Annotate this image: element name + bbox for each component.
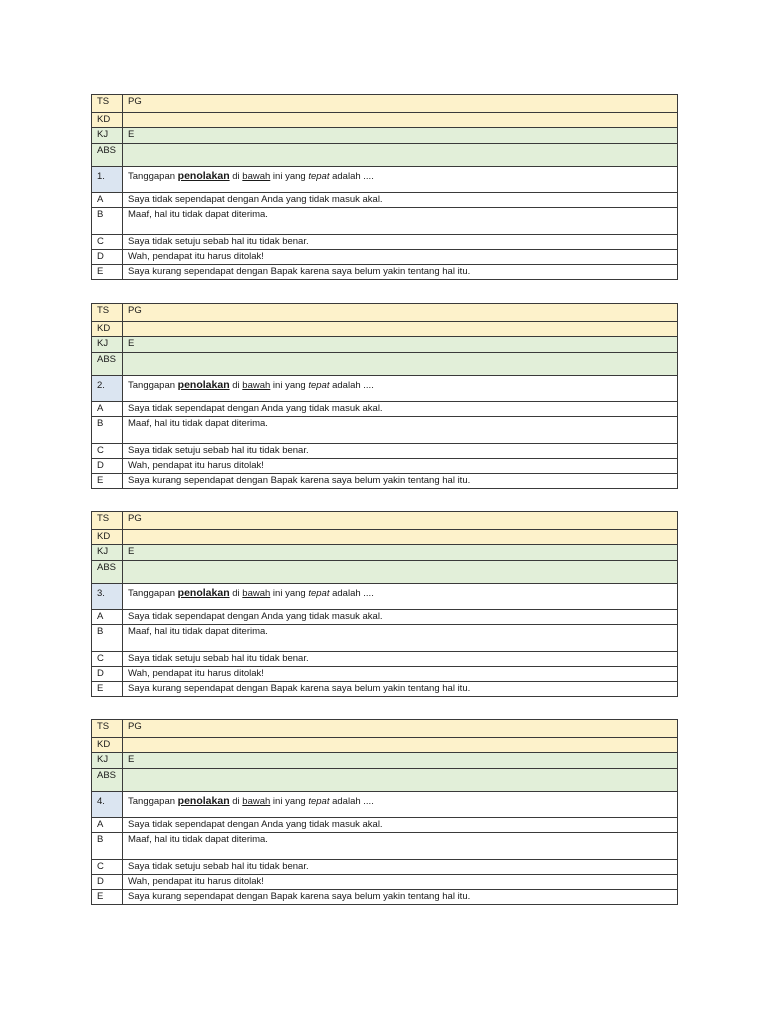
option-letter: B: [92, 833, 123, 860]
option-row-a: [92, 193, 678, 208]
stem-text: di: [229, 796, 243, 807]
kd-row: [92, 113, 678, 128]
option-letter: D: [92, 250, 123, 265]
abs-row: [92, 769, 678, 792]
option-row-a: [92, 610, 678, 625]
option-letter: C: [92, 235, 123, 250]
option-text: Wah, pendapat itu harus ditolak!: [123, 459, 678, 474]
stem-text: di: [229, 588, 243, 599]
option-row-d: [92, 875, 678, 890]
question-number: 1.: [92, 167, 123, 193]
abs-value: [123, 144, 678, 167]
option-letter: A: [92, 402, 123, 417]
kj-value: E: [123, 337, 678, 353]
option-letter: B: [92, 625, 123, 652]
option-row-c: [92, 444, 678, 459]
stem-keyword-bawah: bawah: [242, 171, 271, 182]
abs-value: [123, 561, 678, 584]
question-table-4: [91, 719, 678, 905]
stem-text: adalah ....: [329, 380, 374, 391]
option-text: Saya kurang sependapat dengan Bapak karena saya belum yakin tentang hal itu.: [123, 890, 678, 905]
option-text: Saya kurang sependapat dengan Bapak karena saya belum yakin tentang hal itu.: [123, 474, 678, 489]
stem-text: ini yang: [270, 588, 309, 599]
kj-value: E: [123, 753, 678, 769]
option-text: Wah, pendapat itu harus ditolak!: [123, 875, 678, 890]
option-letter: D: [92, 667, 123, 682]
option-text: Maaf, hal itu tidak dapat diterima.: [123, 833, 678, 860]
question-stem: [123, 376, 678, 402]
kd-label: KD: [92, 113, 123, 128]
abs-value: [123, 769, 678, 792]
option-row-d: [92, 459, 678, 474]
option-row-b: [92, 625, 678, 652]
question-number: 3.: [92, 584, 123, 610]
option-row-b: [92, 417, 678, 444]
abs-value: [123, 353, 678, 376]
option-text: Maaf, hal itu tidak dapat diterima.: [123, 417, 678, 444]
option-letter: C: [92, 860, 123, 875]
option-row-e: [92, 890, 678, 905]
ts-row: [92, 512, 678, 530]
option-row-d: [92, 250, 678, 265]
kd-value: [123, 322, 678, 337]
ts-value: PG: [123, 304, 678, 322]
option-row-a: [92, 818, 678, 833]
option-letter: C: [92, 652, 123, 667]
option-letter: A: [92, 193, 123, 208]
abs-row: [92, 561, 678, 584]
option-row-e: [92, 474, 678, 489]
kj-row: [92, 128, 678, 144]
option-text: Wah, pendapat itu harus ditolak!: [123, 667, 678, 682]
option-text: Saya tidak setuju sebab hal itu tidak benar.: [123, 235, 678, 250]
kd-row: [92, 738, 678, 753]
kd-label: KD: [92, 322, 123, 337]
option-row-a: [92, 402, 678, 417]
option-row-b: [92, 208, 678, 235]
option-letter: C: [92, 444, 123, 459]
option-text: Saya kurang sependapat dengan Bapak karena saya belum yakin tentang hal itu.: [123, 682, 678, 697]
ts-label: TS: [92, 95, 123, 113]
kj-label: KJ: [92, 753, 123, 769]
option-row-c: [92, 860, 678, 875]
stem-text: ini yang: [270, 380, 309, 391]
option-letter: D: [92, 875, 123, 890]
kd-value: [123, 530, 678, 545]
abs-label: ABS: [92, 144, 123, 167]
question-table-3: [91, 511, 678, 697]
abs-label: ABS: [92, 561, 123, 584]
option-text: Saya tidak sependapat dengan Anda yang tidak masuk akal.: [123, 193, 678, 208]
kd-row: [92, 530, 678, 545]
abs-row: [92, 144, 678, 167]
kj-value: E: [123, 128, 678, 144]
stem-text: Tanggapan: [128, 380, 178, 391]
stem-keyword-tepat: tepat: [308, 796, 330, 807]
stem-keyword-penolakan: penolakan: [177, 587, 230, 599]
stem-keyword-tepat: tepat: [308, 588, 330, 599]
question-stem: [123, 167, 678, 193]
question-row: [92, 167, 678, 193]
option-row-e: [92, 265, 678, 280]
option-text: Saya tidak setuju sebab hal itu tidak benar.: [123, 444, 678, 459]
stem-keyword-penolakan: penolakan: [177, 795, 230, 807]
kj-label: KJ: [92, 337, 123, 353]
ts-value: PG: [123, 720, 678, 738]
option-letter: E: [92, 474, 123, 489]
option-text: Saya tidak sependapat dengan Anda yang tidak masuk akal.: [123, 818, 678, 833]
option-row-e: [92, 682, 678, 697]
option-letter: E: [92, 682, 123, 697]
ts-label: TS: [92, 512, 123, 530]
question-stem: [123, 792, 678, 818]
option-letter: D: [92, 459, 123, 474]
kj-value: E: [123, 545, 678, 561]
stem-keyword-tepat: tepat: [308, 380, 330, 391]
option-text: Saya tidak sependapat dengan Anda yang tidak masuk akal.: [123, 402, 678, 417]
abs-label: ABS: [92, 769, 123, 792]
question-stem: [123, 584, 678, 610]
stem-keyword-tepat: tepat: [308, 171, 330, 182]
stem-keyword-bawah: bawah: [242, 380, 271, 391]
kj-label: KJ: [92, 545, 123, 561]
ts-label: TS: [92, 720, 123, 738]
question-table-2: [91, 303, 678, 489]
kd-label: KD: [92, 738, 123, 753]
stem-text: ini yang: [270, 796, 309, 807]
stem-text: Tanggapan: [128, 588, 178, 599]
kj-label: KJ: [92, 128, 123, 144]
stem-text: Tanggapan: [128, 796, 178, 807]
stem-keyword-bawah: bawah: [242, 588, 271, 599]
option-letter: E: [92, 265, 123, 280]
ts-label: TS: [92, 304, 123, 322]
option-row-c: [92, 235, 678, 250]
option-letter: E: [92, 890, 123, 905]
option-text: Maaf, hal itu tidak dapat diterima.: [123, 625, 678, 652]
kj-row: [92, 753, 678, 769]
question-number: 4.: [92, 792, 123, 818]
question-row: [92, 376, 678, 402]
kd-value: [123, 113, 678, 128]
option-text: Saya tidak setuju sebab hal itu tidak benar.: [123, 652, 678, 667]
question-row: [92, 584, 678, 610]
stem-keyword-penolakan: penolakan: [177, 379, 230, 391]
question-table-1: [91, 94, 678, 280]
option-letter: B: [92, 417, 123, 444]
question-number: 2.: [92, 376, 123, 402]
ts-value: PG: [123, 512, 678, 530]
stem-text: adalah ....: [329, 796, 374, 807]
option-row-b: [92, 833, 678, 860]
option-text: Saya tidak sependapat dengan Anda yang tidak masuk akal.: [123, 610, 678, 625]
option-row-c: [92, 652, 678, 667]
option-letter: B: [92, 208, 123, 235]
stem-text: adalah ....: [329, 171, 374, 182]
stem-text: di: [229, 171, 243, 182]
kd-label: KD: [92, 530, 123, 545]
ts-row: [92, 95, 678, 113]
stem-keyword-penolakan: penolakan: [177, 170, 230, 182]
stem-text: Tanggapan: [128, 171, 178, 182]
abs-row: [92, 353, 678, 376]
ts-row: [92, 304, 678, 322]
option-letter: A: [92, 610, 123, 625]
option-text: Maaf, hal itu tidak dapat diterima.: [123, 208, 678, 235]
stem-text: di: [229, 380, 243, 391]
ts-value: PG: [123, 95, 678, 113]
question-row: [92, 792, 678, 818]
kd-row: [92, 322, 678, 337]
stem-text: adalah ....: [329, 588, 374, 599]
kj-row: [92, 337, 678, 353]
abs-label: ABS: [92, 353, 123, 376]
stem-text: ini yang: [270, 171, 309, 182]
option-row-d: [92, 667, 678, 682]
option-text: Saya tidak setuju sebab hal itu tidak benar.: [123, 860, 678, 875]
ts-row: [92, 720, 678, 738]
option-text: Saya kurang sependapat dengan Bapak karena saya belum yakin tentang hal itu.: [123, 265, 678, 280]
option-text: Wah, pendapat itu harus ditolak!: [123, 250, 678, 265]
stem-keyword-bawah: bawah: [242, 796, 271, 807]
option-letter: A: [92, 818, 123, 833]
kj-row: [92, 545, 678, 561]
kd-value: [123, 738, 678, 753]
